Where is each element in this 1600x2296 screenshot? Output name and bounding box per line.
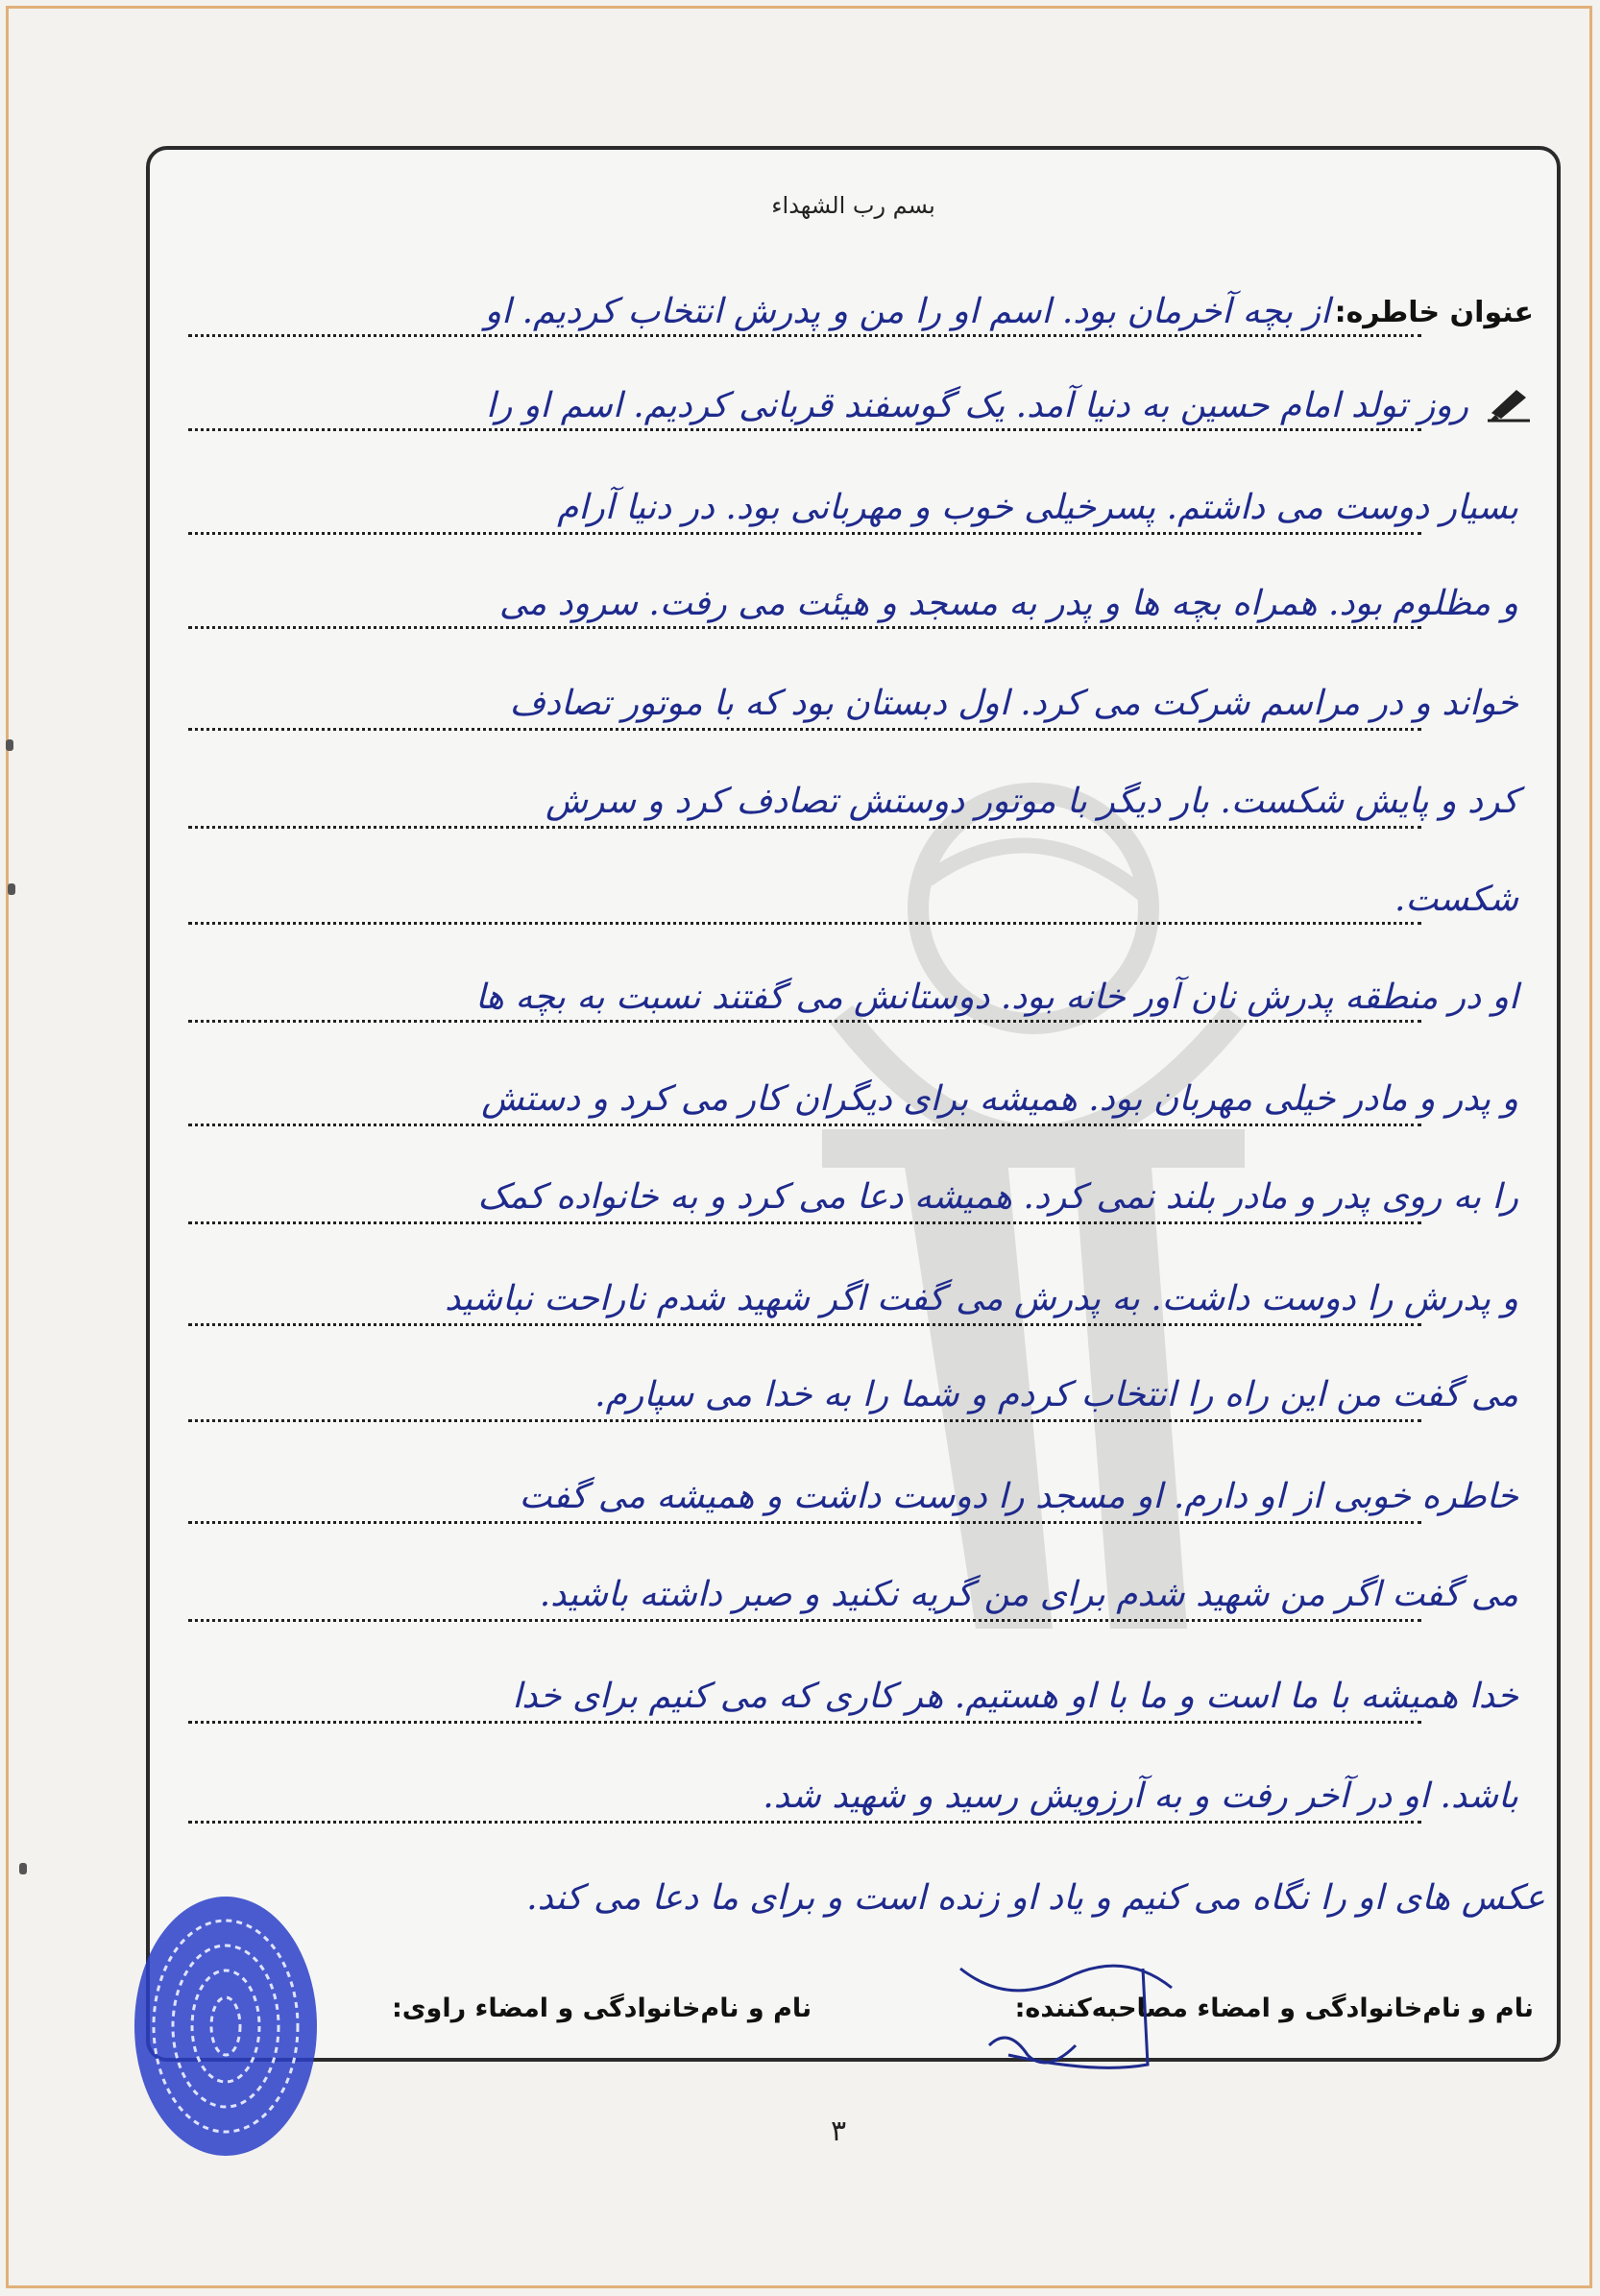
ruled-line xyxy=(188,728,1421,731)
handwritten-line: کرد و پایش شکست. بار دیگر با موتور دوستش تصادف کرد و سرش xyxy=(545,782,1518,821)
ruled-line xyxy=(188,428,1421,431)
page-number: ۳ xyxy=(831,2115,847,2148)
ruled-line xyxy=(188,1721,1421,1724)
handwritten-line: شکست. xyxy=(1394,880,1518,919)
ruled-line xyxy=(188,532,1421,535)
page-header: بسم رب الشهداء xyxy=(771,192,935,219)
handwritten-line: از بچه آخرمان بود. اسم او را من و پدرش انتخاب کردیم. او xyxy=(484,292,1330,331)
ruled-line xyxy=(188,626,1421,629)
memory-title-label: عنوان خاطره: xyxy=(1334,296,1534,329)
handwritten-line: روز تولد امام حسین به دنیا آمد. یک گوسفند قربانی کردیم. اسم او را xyxy=(486,386,1468,425)
signature-icon xyxy=(951,1949,1181,2084)
ruled-line xyxy=(188,1821,1421,1824)
handwritten-line: می گفت اگر من شهید شدم برای من گریه نکنید و صبر داشته باشید. xyxy=(539,1575,1518,1614)
handwritten-line: بسیار دوست می داشتم. پسرخیلی خوب و مهربانی بود. در دنیا آرام xyxy=(557,488,1518,527)
ruled-line xyxy=(188,334,1421,337)
ruled-line xyxy=(188,1221,1421,1224)
handwritten-line: خاطره خوبی از او دارم. او مسجد را دوست داشت و همیشه می گفت xyxy=(519,1477,1518,1516)
staple-mark xyxy=(19,1863,27,1874)
ruled-line xyxy=(188,922,1421,925)
handwritten-line: و پدر و مادر خیلی مهربان بود. همیشه برای دیگران کار می کرد و دستش xyxy=(481,1079,1518,1119)
interviewee-signature-label: نام و نام‌خانوادگی و امضاء راوی: xyxy=(392,1994,812,2023)
ruled-line xyxy=(188,1323,1421,1326)
staple-mark xyxy=(8,883,15,895)
ruled-line xyxy=(188,1419,1421,1422)
ruled-line xyxy=(188,1619,1421,1622)
handwritten-line: خواند و در مراسم شرکت می کرد. اول دبستان بود که با موتور تصادف xyxy=(509,684,1518,723)
staple-mark xyxy=(6,739,13,751)
pen-icon xyxy=(1488,384,1532,423)
ruled-line xyxy=(188,1124,1421,1126)
handwritten-line: عکس های او را نگاه می کنیم و یاد او زنده است و برای ما دعا می کند. xyxy=(526,1878,1545,1918)
memory-form-sheet xyxy=(146,146,1561,2062)
handwritten-line: و مظلوم بود. همراه بچه ها و پدر به مسجد و هیئت می رفت. سرود می xyxy=(498,584,1518,623)
ruled-line xyxy=(188,1521,1421,1524)
handwritten-line: او در منطقه پدرش نان آور خانه بود. دوستانش می گفتند نسبت به بچه ها xyxy=(474,978,1518,1017)
interviewer-signature-label: نام و نام‌خانوادگی و امضاء مصاحبه‌کننده: xyxy=(1014,1994,1534,2023)
handwritten-line: را به روی پدر و مادر بلند نمی کرد. همیشه دعا می کرد و به خانواده کمک xyxy=(477,1177,1518,1217)
fingerprint-icon xyxy=(115,1882,336,2170)
handwritten-line: می گفت من این راه را انتخاب کردم و شما را به خدا می سپارم. xyxy=(594,1375,1518,1414)
ruled-line xyxy=(188,1020,1421,1023)
handwritten-line: باشد. او در آخر رفت و به آرزویش رسید و شهید شد. xyxy=(763,1776,1518,1816)
handwritten-line: و پدرش را دوست داشت. به پدرش می گفت اگر شهید شدم ناراحت نباشید xyxy=(445,1279,1518,1318)
ruled-line xyxy=(188,826,1421,829)
handwritten-line: خدا همیشه با ما است و ما با او هستیم. هر کاری که می کنیم برای خدا xyxy=(512,1677,1518,1716)
